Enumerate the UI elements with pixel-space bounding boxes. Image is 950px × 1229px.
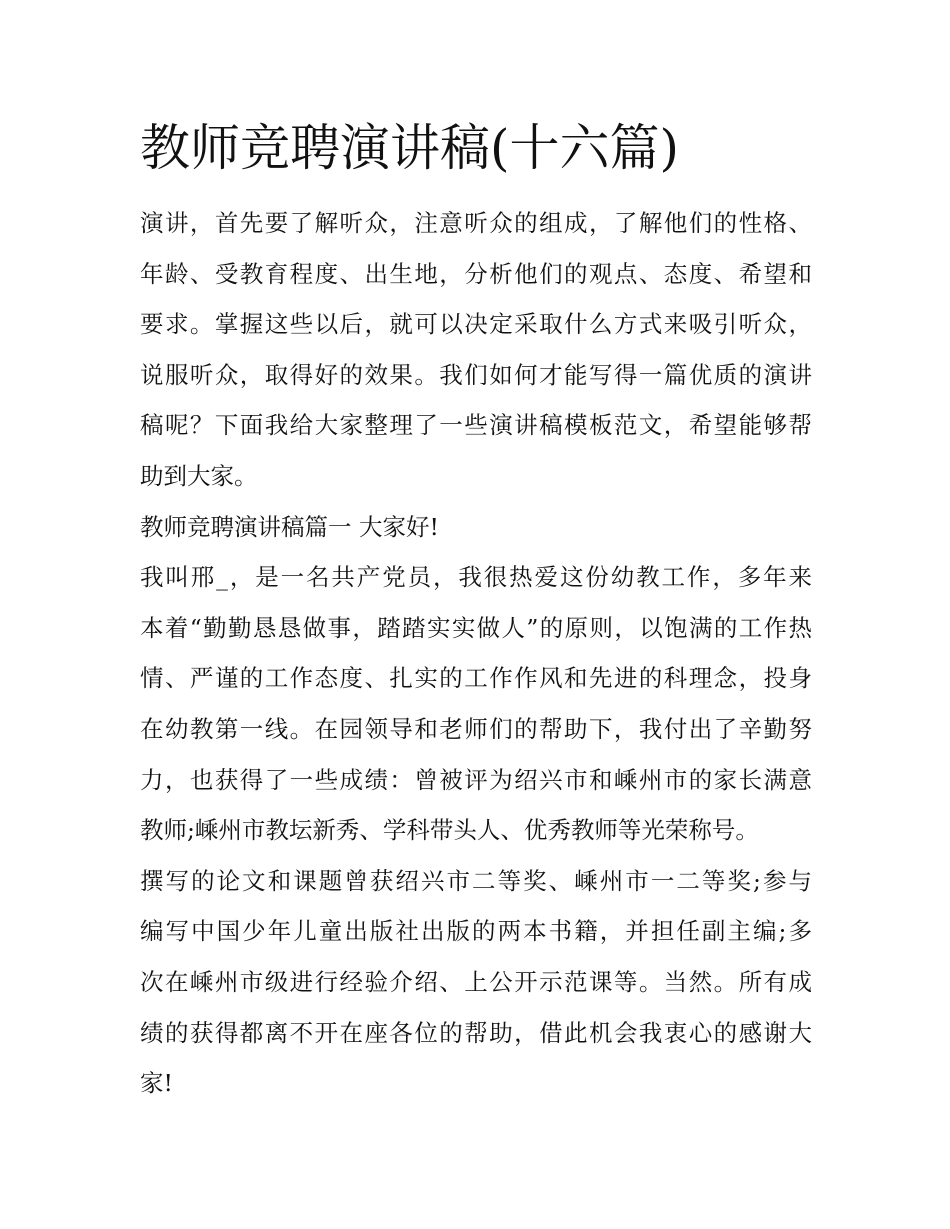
paragraph-line: 要求。掌握这些以后，就可以决定采取什么方式来吸引听众，: [140, 310, 812, 339]
paragraph-line: 编写中国少年儿童出版社出版的两本书籍，并担任副主编;多: [140, 917, 812, 946]
document-body: [140, 198, 812, 1109]
section-heading: 教师竞聘演讲稿篇一 大家好!: [140, 512, 439, 541]
paragraph-line: 演讲，首先要了解听众，注意听众的组成，了解他们的性格、: [140, 209, 812, 237]
document-title: 教师竞聘演讲稿(十六篇): [140, 119, 680, 177]
paragraph-line: 力，也获得了一些成绩：曾被评为绍兴市和嵊州市的家长满意: [140, 765, 812, 794]
paragraph-line: 教师;嵊州市教坛新秀、学科带头人、优秀教师等光荣称号。: [140, 816, 759, 845]
paragraph-line: 撰写的论文和课题曾获绍兴市二等奖、嵊州市一二等奖;参与: [140, 866, 812, 895]
paragraph-line: 绩的获得都离不开在座各位的帮助，借此机会我衷心的感谢大: [140, 1018, 812, 1047]
paragraph-line: 在幼教第一线。在园领导和老师们的帮助下，我付出了辛勤努: [140, 714, 812, 743]
paragraph-line: 家!: [140, 1069, 173, 1098]
paragraph-line: 次在嵊州市级进行经验介绍、上公开示范课等。当然。所有成: [140, 967, 812, 996]
paragraph-line: 本着“勤勤恳恳做事，踏踏实实做人”的原则，以饱满的工作热: [140, 613, 812, 642]
paragraph-line: 年龄、受教育程度、出生地，分析他们的观点、态度、希望和: [140, 259, 812, 288]
paragraph-line: 助到大家。: [140, 461, 258, 490]
paragraph-line: 我叫邢_，是一名共产党员，我很热爱这份幼教工作，多年来: [140, 563, 812, 592]
paragraph-line: 情、严谨的工作态度、扎实的工作作风和先进的科理念，投身: [140, 664, 812, 693]
paragraph-line: 稿呢？下面我给大家整理了一些演讲稿模板范文，希望能够帮: [140, 411, 812, 440]
paragraph-line: 说服听众，取得好的效果。我们如何才能写得一篇优质的演讲: [140, 360, 812, 389]
